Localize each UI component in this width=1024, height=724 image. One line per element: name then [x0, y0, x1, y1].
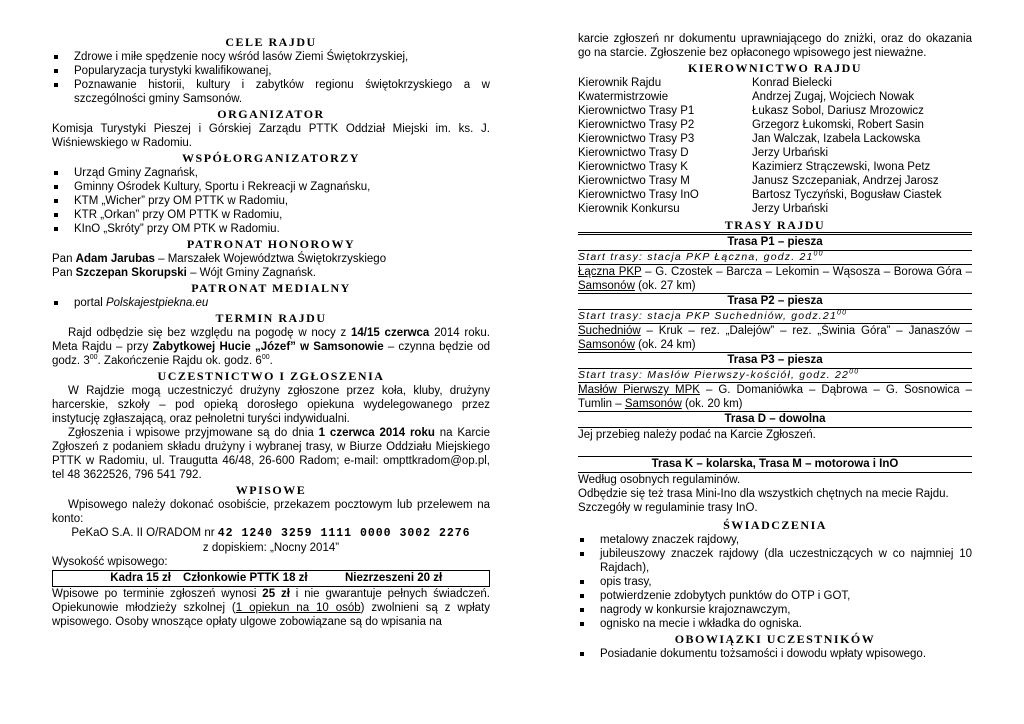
- list-item: KTR „Orkan” przy OM PTTK w Radomiu,: [52, 208, 490, 222]
- patron-1: Pan Adam Jarubas – Marszałek Województwa Świętokrzyskiego: [52, 253, 387, 265]
- trasa-d-title: Trasa D – dowolna: [578, 411, 972, 428]
- obowiazki-list: [578, 647, 972, 661]
- left-column: [52, 34, 490, 629]
- wspolorganizatorzy-list: [52, 166, 490, 236]
- fee-niezrzeszeni: Niezrzeszeni 20 zł: [345, 572, 443, 584]
- organizator-text: Komisja Turystyki Pieszej i Górskiej Zarządu PTTK Oddział Miejski im. ks. J. Wiśniewskiego w Radomiu.: [52, 123, 490, 149]
- fee-table: [52, 570, 490, 587]
- wpisowe-p1: Wpisowego należy dokonać osobiście, przekazem pocztowym lub przelewem na konto:: [52, 499, 490, 525]
- heading-patronat-medialny: PATRONAT MEDIALNY: [191, 281, 351, 295]
- patronat-medialny-list: [52, 296, 490, 310]
- list-item: KInO „Skróty” przy OM PTK w Radomiu.: [52, 222, 490, 236]
- heading-patronat-honorowy: PATRONAT HONOROWY: [186, 237, 356, 251]
- fee-kadra: Kadra 15 zł: [110, 572, 171, 584]
- list-item: Popularyzacja turystyki kwalifikowanej,: [52, 64, 490, 78]
- trasa-p1-title: Trasa P1 – piesza: [578, 234, 972, 251]
- role-label: Kierownictwo Trasy P2: [578, 119, 695, 131]
- role-label: Kierownictwo Trasy InO: [578, 189, 699, 201]
- trasa-d-text: Jej przebieg należy podać na Karcie Zgłoszeń.: [578, 429, 816, 441]
- fee-pttk: Członkowie PTTK 18 zł: [183, 572, 308, 584]
- heading-cele: CELE RAJDU: [225, 35, 317, 49]
- trasa-p3-start: Start trasy: Masłów Pierwszy-kościół, godz. $22^{00}$: [578, 369, 972, 383]
- kierownictwo-table: [578, 76, 972, 216]
- right-column: [578, 32, 972, 661]
- list-item: jubileuszowy znaczek rajdowy (dla uczestniczących w co najmniej 10 Rajdach),: [578, 547, 972, 575]
- role-person: Kazimierz Strączewski, Iwona Petz: [752, 161, 931, 173]
- trasa-k-title: Trasa K – kolarska, Trasa M – motorowa i InO: [578, 456, 972, 473]
- role-person: Jerzy Urbański: [752, 203, 829, 215]
- role-label: Kierownictwo Trasy K: [578, 161, 688, 173]
- trasa-p3-route: Masłów Pierwszy MPK – G. Domaniówka – Dąbrowa – G. Sosnowica – Tumlin – Samsonów (ok. 20 km): [578, 384, 972, 410]
- role-label: Kwatermistrzowie: [578, 91, 669, 103]
- role-person: Janusz Szczepaniak, Andrzej Jarosz: [752, 175, 939, 187]
- role-person: Łukasz Sobol, Dariusz Mrozowicz: [752, 105, 924, 117]
- right-intro: karcie zgłoszeń nr dokumentu uprawniającego do zniżki, oraz do okazania go na starcie. Zgłoszenie bez opłaconego wpisowego jest nieważne.: [578, 33, 972, 59]
- trasa-p1-route: Łączna PKP – G. Czostek – Barcza – Lekomin – Wąsosza – Borowa Góra – Samsonów (ok. 27 km): [578, 266, 972, 292]
- uczestnictwo-p1: W Rajdzie mogą uczestniczyć drużyny zgłoszone przez koła, kluby, drużyny harcerskie, szkoły – pod opieką dorosłego opiekuna wydelegowanego przez instytucję zgłaszającą, oraz pełnoletni turyści indywidualni.: [52, 385, 490, 425]
- role-person: Konrad Bielecki: [752, 77, 832, 89]
- list-item: Urząd Gminy Zagnańsk,: [52, 166, 490, 180]
- heading-termin: TERMIN RAJDU: [215, 311, 327, 325]
- termin-text: Rajd odbędzie się bez względu na pogodę w nocy z 14/15 czerwca 2014 roku. Meta Rajdu – przy Zabytkowej Hucie „Józef” w Samsonowie – czynna będzie od godz. $3^{00}$. Zakończenie Rajdu ok. godz. $6^{00}$.: [52, 327, 491, 367]
- trasa-p2-title: Trasa P2 – piesza: [578, 293, 972, 310]
- list-item: KTM „Wicher” przy OM PTTK w Radomiu,: [52, 194, 490, 208]
- trasa-k-line3: Szczegóły w regulaminie trasy InO.: [578, 502, 758, 514]
- heading-organizator: ORGANIZATOR: [217, 107, 325, 121]
- bank-account: PeKaO S.A. II O/RADOM nr 42 1240 3259 1111 0000 3002 2276: [71, 527, 471, 540]
- trasa-p1-start: Start trasy: stacja PKP Łączna, godz. $21^{00}$: [578, 251, 972, 265]
- list-item: Poznawanie historii, kultury i zabytków regionu świętokrzyskiego a w szczególności gminy Samsonów.: [52, 78, 490, 106]
- heading-wpisowe: WPISOWE: [235, 483, 307, 497]
- list-item: opis trasy,: [578, 575, 972, 589]
- list-item: Posiadanie dokumentu tożsamości i dowodu wpłaty wpisowego.: [578, 647, 972, 661]
- list-item: Zdrowe i miłe spędzenie nocy wśród lasów Ziemi Świętokrzyskiej,: [52, 50, 490, 64]
- list-item: ognisko na mecie i wkładka do ogniska.: [578, 617, 972, 631]
- list-item: Gminny Ośrodek Kultury, Sportu i Rekreacji w Zagnańsku,: [52, 180, 490, 194]
- uczestnictwo-p2: Zgłoszenia i wpisowe przyjmowane są do dnia 1 czerwca 2014 roku na Karcie Zgłoszeń z podaniem składu drużyny i wybranej trasy, w Biurze Oddziału Miejskiego PTTK w Radomiu, ul. Traugutta 46/48, 26-600 Radom; e-mail: ompttkradom@op.pl, tel 48 3622526, 796 541 792.: [52, 427, 490, 481]
- trasa-k-line2: Odbędzie się też trasa Mini-Ino dla wszystkich chętnych na mecie Rajdu.: [578, 488, 949, 500]
- trasa-k-line1: Według osobnych regulaminów.: [578, 474, 741, 486]
- role-person: Bartosz Tyczyński, Bogusław Ciastek: [752, 189, 942, 201]
- trasa-p3-title: Trasa P3 – piesza: [578, 352, 972, 369]
- role-person: Andrzej Zugaj, Wojciech Nowak: [752, 91, 915, 103]
- role-person: Grzegorz Łukomski, Robert Sasin: [752, 119, 924, 131]
- role-label: Kierownictwo Trasy P1: [578, 105, 695, 117]
- role-label: Kierownik Konkursu: [578, 203, 680, 215]
- role-label: Kierownictwo Trasy D: [578, 147, 689, 159]
- heading-kierownictwo: KIEROWNICTWO RAJDU: [687, 61, 862, 75]
- role-person: Jan Walczak, Izabela Lackowska: [752, 133, 921, 145]
- heading-obowiazki: OBOWIĄZKI UCZESTNIKÓW: [674, 632, 876, 646]
- list-item: metalowy znaczek rajdowy,: [578, 533, 972, 547]
- patron-2: Pan Szczepan Skorupski – Wójt Gminy Zagnańsk.: [52, 267, 316, 279]
- heading-swiadczenia: ŚWIADCZENIA: [723, 518, 827, 532]
- heading-trasy: TRASY RAJDU: [578, 218, 972, 233]
- list-item: nagrody w konkursie krajoznawczym,: [578, 603, 972, 617]
- role-label: Kierownictwo Trasy M: [578, 175, 690, 187]
- role-person: Jerzy Urbański: [752, 147, 829, 159]
- heading-wspolorganizatorzy: WSPÓŁORGANIZATORZY: [182, 151, 360, 165]
- role-label: Kierownik Rajdu: [578, 77, 662, 89]
- list-item: potwierdzenie zdobytych punktów do OTP i GOT,: [578, 589, 972, 603]
- swiadczenia-list: [578, 533, 972, 631]
- heading-uczestnictwo: UCZESTNICTWO I ZGŁOSZENIA: [157, 369, 385, 383]
- cele-list: [52, 50, 490, 106]
- transfer-note: z dopiskiem: „Nocny 2014”: [202, 542, 340, 554]
- wpisowe-p2: Wpisowe po terminie zgłoszeń wynosi 25 zł i nie gwarantuje pełnych świadczeń. Opiekunowie młodzieży szkolnej (1 opiekun na 10 osób) zwolnieni są z wpłaty wpisowego. Osoby wnoszące opłaty ulgowe zobowiązane są do wpisania na: [52, 588, 491, 628]
- role-label: Kierownictwo Trasy P3: [578, 133, 695, 145]
- list-item: portal Polskajestpiekna.eu: [52, 296, 490, 310]
- trasa-p2-start: Start trasy: stacja PKP Suchedniów, $godz.21^{00}$: [578, 310, 972, 324]
- amount-label: Wysokość wpisowego:: [52, 556, 168, 568]
- portal-link: Polskajestpiekna.eu: [105, 297, 209, 309]
- trasa-p2-route: Suchedniów – Kruk – rez. „Dalejów” – rez. „Świnia Góra” – Janaszów – Samsonów (ok. 24 km): [578, 325, 972, 351]
